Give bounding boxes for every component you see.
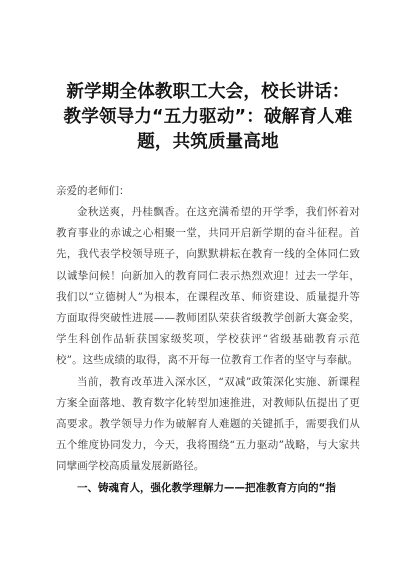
body-paragraph-2: 当前，教育改革进入深水区，“双减”政策深化实施、新课程方案全面落地、教育数字化转型加速推进，对教师队伍提出了更高要求。教学领导力作为破解育人难题的关键抓手，需要我们从五个维度协同发力，今天，我将围绕“五力驱动”战略，与大家共同擘画学校高质量发展新路径。 <box>56 375 360 473</box>
body-paragraph-1: 金秋送爽，丹桂飘香。在这充满希望的开学季，我们怀着对教育事业的赤诚之心相聚一堂，共同开启新学期的奋斗征程。首先，我代表学校领导班子，向默默耕耘在教育一线的全体同仁致以诚挚问候！向新加入的教育同仁表示热烈欢迎！过去一学年，我们以“立德树人”为根本，在课程改革、师资建设、质量提升等方面取得突破性进展——教师团队荣获省级教学创新大赛金奖，学生科创作品斩获国家级奖项，学校获评“省级基础教育示范校”。这些成绩的取得，离不开每一位教育工作者的坚守与奉献。 <box>56 206 360 367</box>
document-title: 新学期全体教职工大会，校长讲话：教学领导力“五力驱动”：破解育人难题，共筑质量高地 <box>63 82 353 152</box>
section-heading-1: 一、铸魂育人，强化教学理解力——把准教育方向的“指 <box>77 481 336 494</box>
salutation: 亲爱的老师们： <box>56 185 130 197</box>
